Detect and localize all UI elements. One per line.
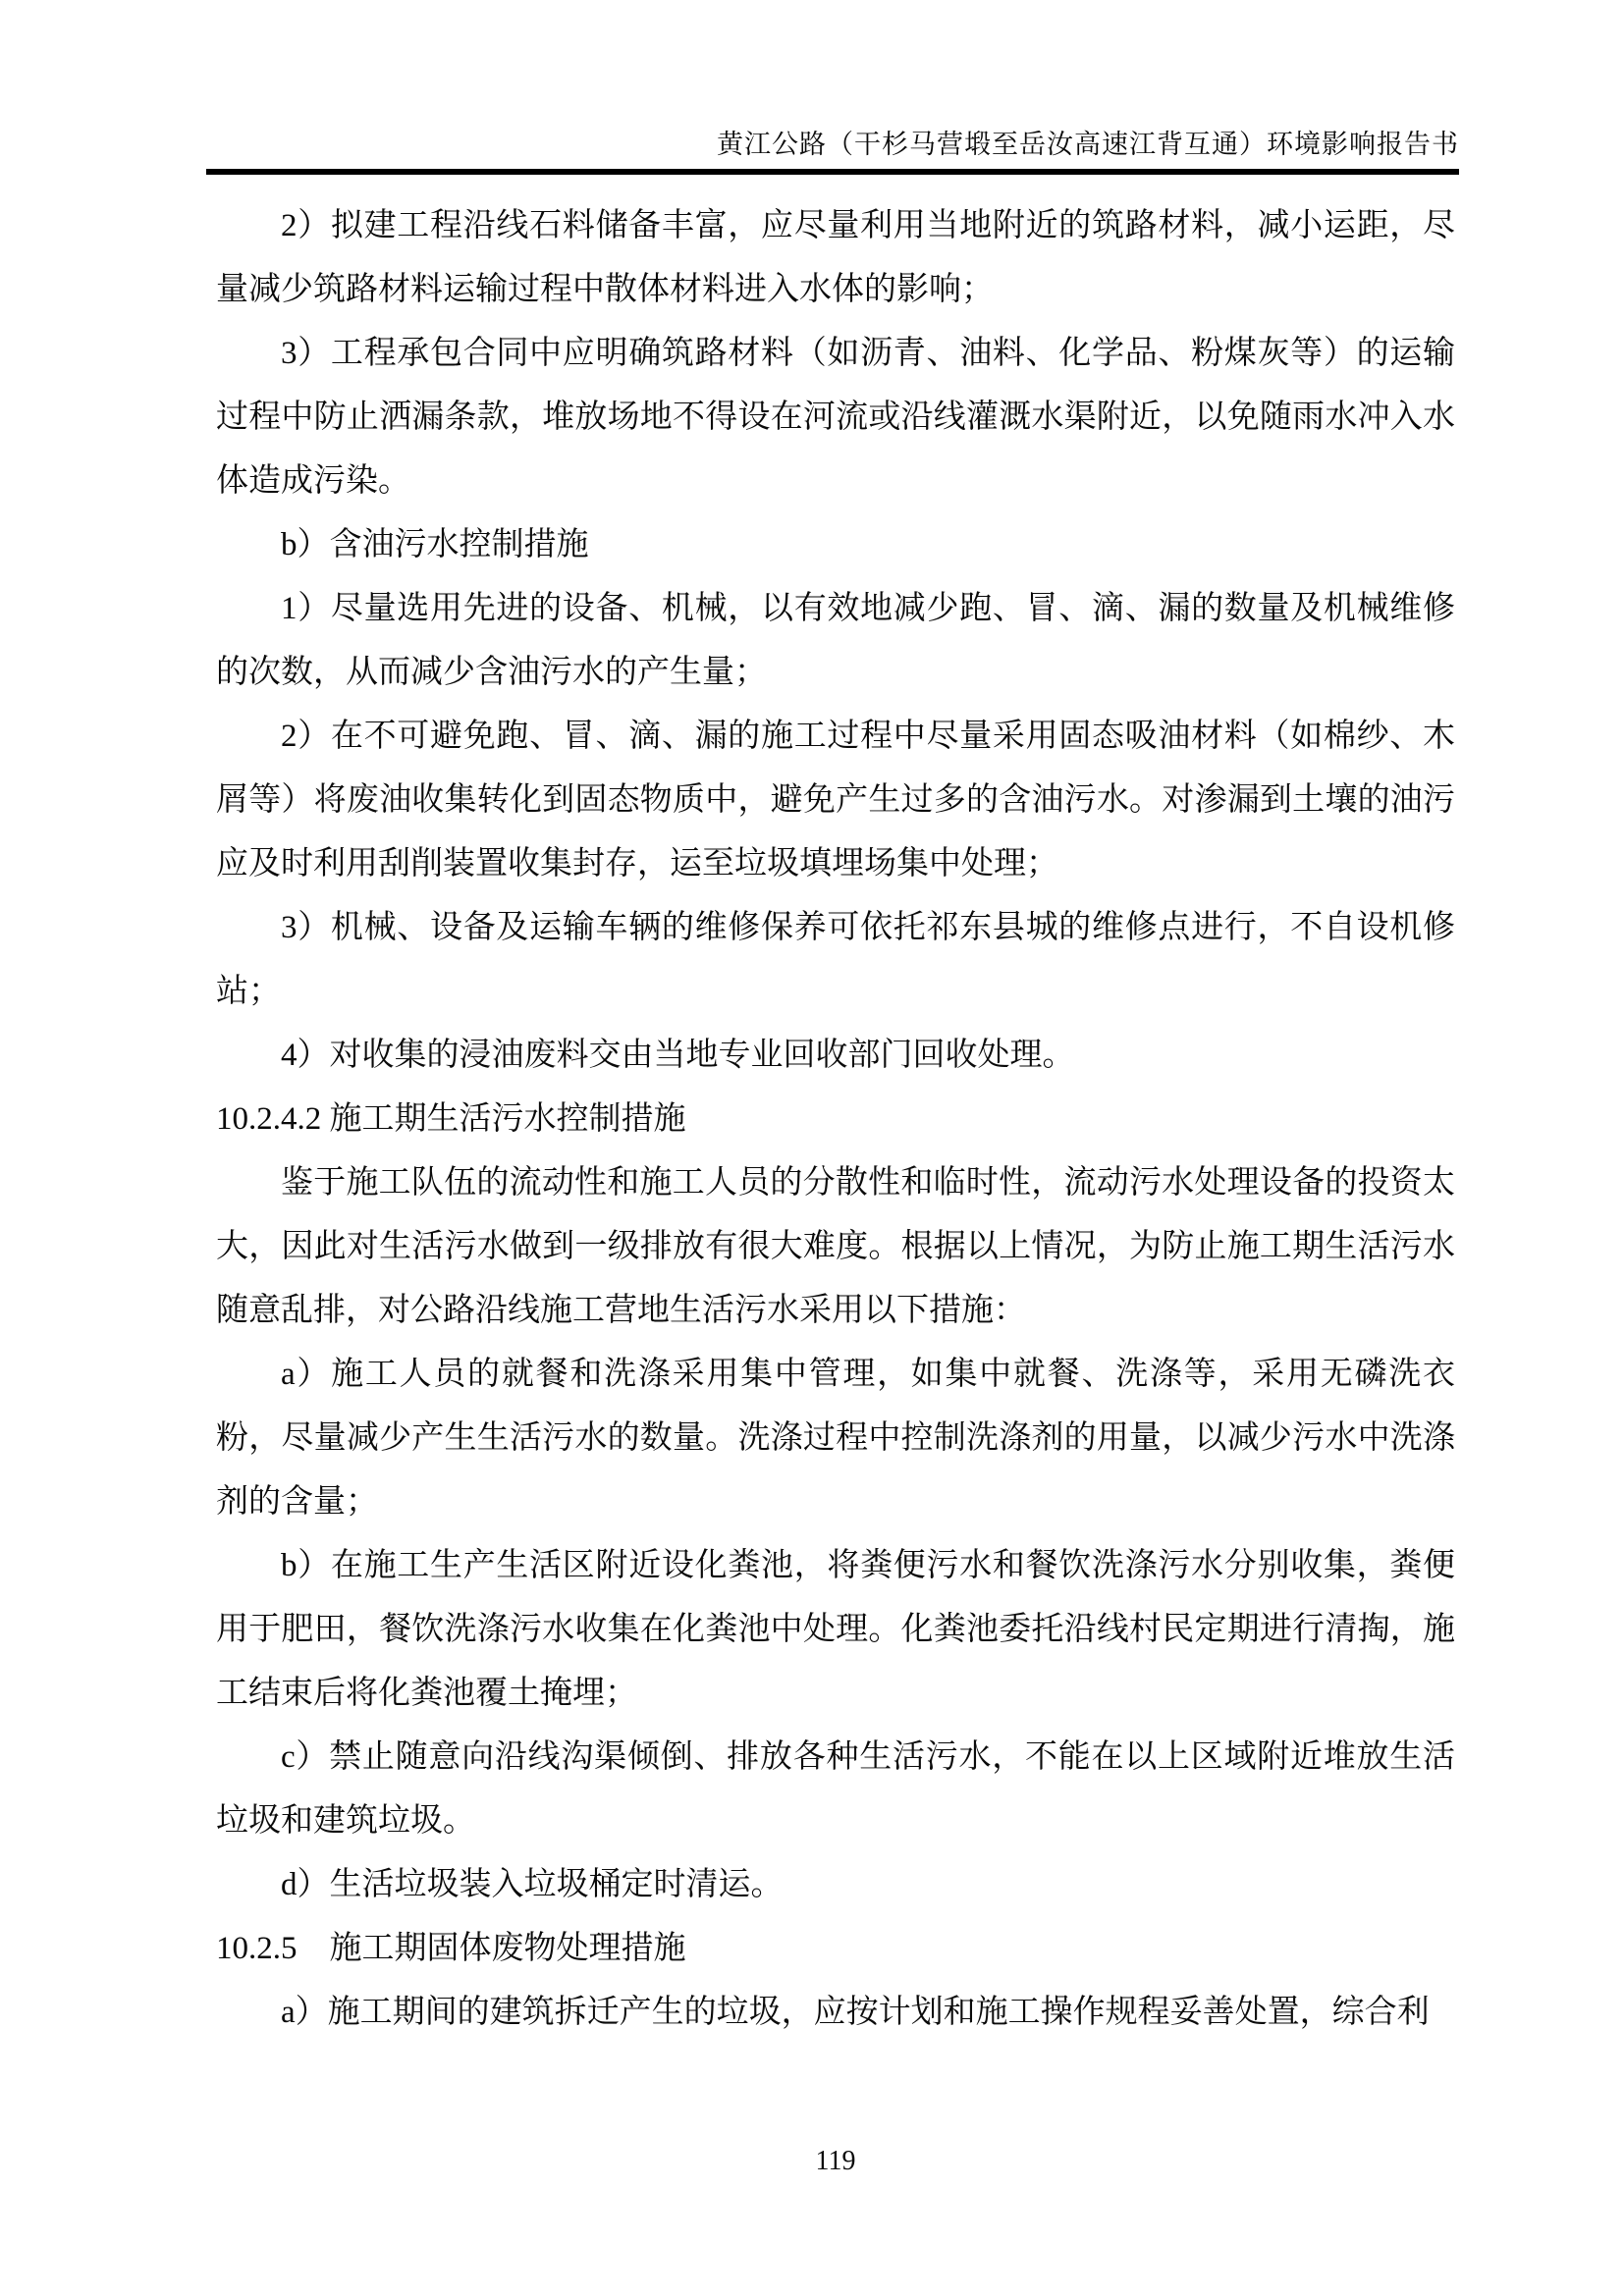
paragraph: a）施工期间的建筑拆迁产生的垃圾，应按计划和施工操作规程妥善处置，综合利 bbox=[281, 1995, 1430, 2030]
paragraph: 2）在不可避免跑、冒、滴、漏的施工过程中尽量采用固态吸油材料（如棉纱、木屑等）将废油收集转化到固态物质中，避免产生过多的含油污水。对渗漏到土壤的油污应及时利用刮削装置收集封存，运至垃圾填埋场集中处理； bbox=[216, 719, 1455, 881]
paragraph: 1）尽量选用先进的设备、机械，以有效地减少跑、冒、滴、漏的数量及机械维修的次数，从而减少含油污水的产生量； bbox=[216, 591, 1455, 690]
paragraph: 4）对收集的浸油废料交由当地专业回收部门回收处理。 bbox=[281, 1038, 1075, 1073]
section-heading-10-2-4-2: 10.2.4.2 施工期生活污水控制措施 bbox=[216, 1101, 686, 1137]
paragraph: 3）工程承包合同中应明确筑路材料（如沥青、油料、化学品、粉煤灰等）的运输过程中防止洒漏条款，堆放场地不得设在河流或沿线灌溉水渠附近，以免随雨水冲入水体造成污染。 bbox=[216, 336, 1455, 499]
paragraph: c）禁止随意向沿线沟渠倾倒、排放各种生活污水，不能在以上区域附近堆放生活垃圾和建筑垃圾。 bbox=[216, 1739, 1455, 1839]
paragraph: 3）机械、设备及运输车辆的维修保养可依托祁东县城的维修点进行，不自设机修站； bbox=[216, 910, 1455, 1009]
paragraph: 鉴于施工队伍的流动性和施工人员的分散性和临时性，流动污水处理设备的投资太大，因此对生活污水做到一级排放有很大难度。根据以上情况，为防止施工期生活污水随意乱排，对公路沿线施工营地生活污水采用以下措施： bbox=[216, 1165, 1455, 1328]
paragraph: b）含油污水控制措施 bbox=[281, 527, 589, 562]
header-divider-line bbox=[206, 169, 1459, 175]
section-heading-10-2-5: 10.2.5 施工期固体废物处理措施 bbox=[216, 1931, 686, 1966]
page-number: 119 bbox=[815, 2146, 856, 2176]
paragraph: d）生活垃圾装入垃圾桶定时清运。 bbox=[281, 1867, 784, 1902]
paragraph: 2）拟建工程沿线石料储备丰富，应尽量利用当地附近的筑路材料，减小运距，尽量减少筑路材料运输过程中散体材料进入水体的影响； bbox=[216, 208, 1455, 307]
paragraph: a）施工人员的就餐和洗涤采用集中管理，如集中就餐、洗涤等，采用无磷洗衣粉，尽量减少产生生活污水的数量。洗涤过程中控制洗涤剂的用量，以减少污水中洗涤剂的含量； bbox=[216, 1357, 1455, 1520]
page-header-title: 黄江公路（干杉马营塅至岳汝高速江背互通）环境影响报告书 bbox=[717, 130, 1459, 159]
paragraph: b）在施工生产生活区附近设化粪池，将粪便污水和餐饮洗涤污水分别收集，粪便用于肥田，餐饮洗涤污水收集在化粪池中处理。化粪池委托沿线村民定期进行清掏，施工结束后将化粪池覆土掩埋； bbox=[216, 1548, 1455, 1711]
document-body bbox=[216, 194, 1455, 2045]
